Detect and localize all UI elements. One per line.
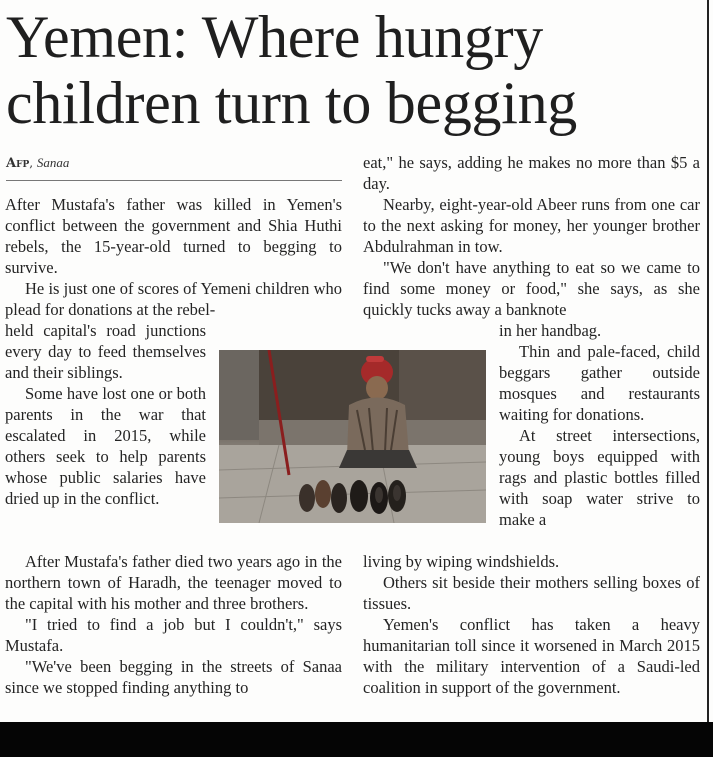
- paragraph: eat," he says, adding he makes no more than $5 a day.: [363, 153, 700, 193]
- column-1-wrap: [5, 320, 206, 509]
- bottom-black-bar: [0, 722, 713, 757]
- byline: Afp, Sanaa: [6, 155, 70, 171]
- paragraph: Yemen's conflict has taken a heavy humanitarian toll since it worsened in March 2015 with the military intervention of a Saudi-led coalition in support of the government.: [363, 615, 700, 697]
- byline-city: Sanaa: [36, 155, 70, 170]
- headline: [6, 4, 577, 136]
- article-photo: [219, 350, 486, 523]
- column-2-wrap: [499, 320, 700, 530]
- paragraph: Thin and pale-faced, child beggars gather outside mosques and restaurants waiting for donations.: [499, 342, 700, 424]
- paragraph: At street intersections, young boys equipped with rags and plastic bottles filled with soap water strive to make a: [499, 426, 700, 529]
- paragraph: living by wiping windshields.: [363, 552, 560, 571]
- paragraph: in her handbag.: [499, 321, 602, 340]
- paragraph: held capital's road junctions every day to feed themselves and their siblings.: [5, 321, 206, 382]
- paragraph: Some have lost one or both parents in the war that escalated in 2015, while others seek to help parents whose public salaries have dried up in the conflict.: [5, 384, 206, 508]
- page-edge-rule: [707, 0, 709, 722]
- headline-line: children turn to begging: [6, 70, 578, 136]
- column-2-top: [363, 152, 700, 320]
- paragraph: "We've been begging in the streets of Sanaa since we stopped finding anything to: [5, 657, 342, 697]
- column-1-bottom: [5, 551, 342, 698]
- paragraph: "We don't have anything to eat so we came to find some money or food," she says, as she quickly tucks away a banknote: [363, 258, 700, 319]
- headline-line: Yemen: Where hungry: [6, 4, 543, 70]
- byline-source: Afp: [6, 156, 30, 171]
- byline-divider: [6, 180, 342, 181]
- photo-illustration: [219, 350, 486, 523]
- paragraph: He is just one of scores of Yemeni children who plead for donations at the rebel-: [5, 279, 342, 319]
- column-1-top: [5, 194, 342, 320]
- paragraph: After Mustafa's father died two years ago in the northern town of Haradh, the teenager moved to the capital with his mother and three brothers.: [5, 552, 342, 613]
- paragraph: Nearby, eight-year-old Abeer runs from one car to the next asking for money, her younger brother Abdulrahman in tow.: [363, 195, 700, 256]
- column-2-bottom: [363, 551, 700, 698]
- paragraph: After Mustafa's father was killed in Yemen's conflict between the government and Shia Huthi rebels, the 15-year-old turned to begging to survive.: [5, 195, 342, 277]
- paragraph: Others sit beside their mothers selling boxes of tissues.: [363, 573, 700, 613]
- paragraph: "I tried to find a job but I couldn't," says Mustafa.: [5, 615, 342, 655]
